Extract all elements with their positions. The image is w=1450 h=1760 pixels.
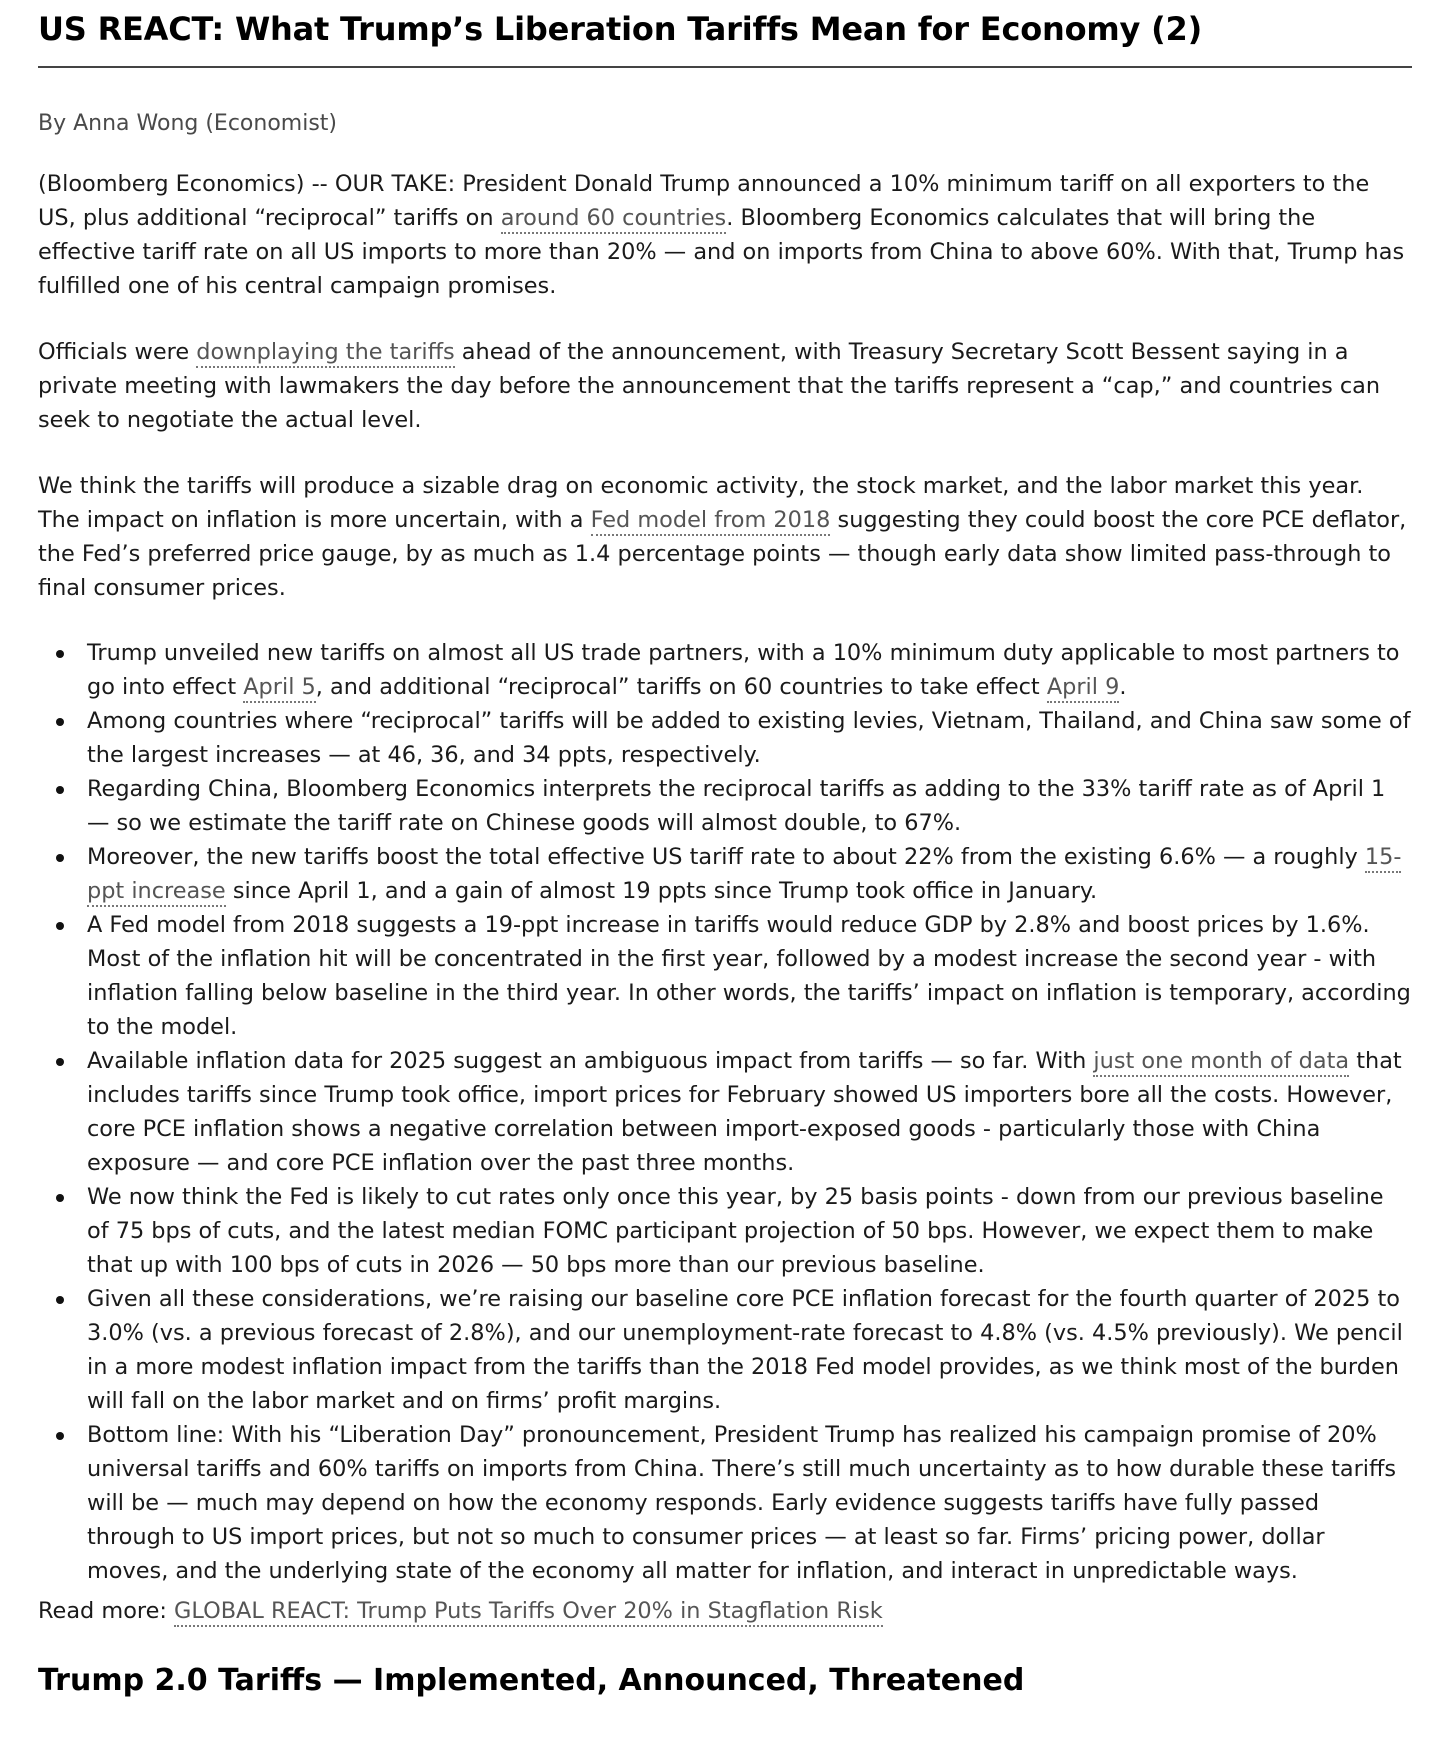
paragraph-text: Officials were <box>38 339 197 365</box>
link-downplaying-the-tariffs[interactable]: downplaying the tariffs <box>196 339 454 368</box>
link-around-60-countries[interactable]: around 60 countries <box>501 205 727 234</box>
bullet-icon <box>56 1194 64 1202</box>
list-item <box>38 1418 1412 1588</box>
link-15-ppt-increase[interactable]: 15-ppt increase <box>87 844 1401 907</box>
bullet-text: Moreover, the new tariffs boost the total effective US tariff rate to about 22% from the existing 6.6% — a roughly <box>87 844 1365 870</box>
read-more <box>38 1594 1412 1628</box>
bullet-text: . <box>1119 674 1127 700</box>
list-item <box>38 636 1412 704</box>
list-item <box>38 704 1412 772</box>
bullet-icon <box>56 1432 64 1440</box>
section-title: Trump 2.0 Tariffs — Implemented, Announced, Threatened <box>38 1663 1025 1698</box>
list-item <box>38 1180 1412 1282</box>
link-fed-model-2018[interactable]: Fed model from 2018 <box>591 507 831 536</box>
paragraph-text: ahead of the announcement, with Treasury Secretary Scott Bessent saying in a private meeting with lawmakers the day before the announcement that the tariffs represent a “cap,” and countries can seek to negotiate the actual level. <box>38 339 1381 433</box>
paragraph-our-take <box>38 167 1412 303</box>
bullet-icon <box>56 1058 64 1066</box>
bullet-icon <box>56 1296 64 1304</box>
link-april-9[interactable]: April 9 <box>1047 674 1120 703</box>
bullet-text: Bottom line: With his “Liberation Day” pronouncement, President Trump has realized his campaign promise of 20% universal tariffs and 60% tariffs on imports from China. There’s still much uncertainty as to how durable these tariffs will be — much may depend on how the economy responds. Early evidence suggests tariffs have fully passed through to US import prices, but not so much to consumer prices — at least so far. Firms’ pricing power, dollar moves, and the underlying state of the economy all matter for inflation, and interact in unpredictable ways. <box>87 1422 1397 1584</box>
bullet-icon <box>56 718 64 726</box>
bullet-icon <box>56 786 64 794</box>
paragraph-text: suggesting they could boost the core PCE deflator, the Fed’s preferred price gauge, by as much as 1.4 percentage points — though early data show limited pass-through to final consumer prices. <box>38 507 1407 601</box>
paragraph-text: . Bloomberg Economics calculates that will bring the effective tariff rate on all US imports to more than 20% — and on imports from China to above 60%. With that, Trump has fulfilled one of his central campaign promises. <box>38 205 1405 299</box>
bullet-icon <box>56 650 64 658</box>
bullet-text: Trump unveiled new tariffs on almost all US trade partners, with a 10% minimum duty applicable to most partners to go into effect <box>87 640 1400 700</box>
bullet-text: We now think the Fed is likely to cut rates only once this year, by 25 basis points - down from our previous baseline of 75 bps of cuts, and the latest median FOMC participant projection of 50 bps. However, we expect them to make that up with 100 bps of cuts in 2026 — 50 bps more than our previous baseline. <box>87 1184 1384 1278</box>
bullet-text: Regarding China, Bloomberg Economics interprets the reciprocal tariffs as adding to the 33% tariff rate as of April 1 — so we estimate the tariff rate on Chinese goods will almost double, to 67%. <box>87 776 1386 836</box>
read-more-label: Read more: <box>38 1598 175 1624</box>
bullet-text: since April 1, and a gain of almost 19 ppts since Trump took office in January. <box>225 878 1098 904</box>
bullet-icon <box>56 854 64 862</box>
paragraph-text: (Bloomberg Economics) -- OUR TAKE: President Donald Trump announced a 10% minimum tariff on all exporters to the US, plus additional “reciprocal” tariffs on <box>38 171 1370 231</box>
list-item <box>38 1044 1412 1180</box>
bullet-text: A Fed model from 2018 suggests a 19-ppt increase in tariffs would reduce GDP by 2.8% and boost prices by 1.6%. Most of the inflation hit will be concentrated in the first year, followed by a modest increase the second year - with inflation falling below baseline in the third year. In other words, the tariffs’ impact on inflation is temporary, according to the model. <box>87 912 1411 1040</box>
byline: By Anna Wong (Economist) <box>38 111 337 136</box>
paragraph-text: We think the tariffs will produce a sizable drag on economic activity, the stock market, and the labor market this year. The impact on inflation is more uncertain, with a <box>38 473 1364 533</box>
link-just-one-month-of-data[interactable]: just one month of data <box>1093 1048 1349 1077</box>
list-item <box>38 772 1412 840</box>
list-item <box>38 1282 1412 1418</box>
bullet-text: that includes tariffs since Trump took office, import prices for February showed US importers bore all the costs. However, core PCE inflation shows a negative correlation between import-exposed goods - particularly those with China exposure — and core PCE inflation over the past three months. <box>87 1048 1402 1176</box>
bullet-icon <box>56 922 64 930</box>
paragraph-impact <box>38 469 1412 605</box>
list-item <box>38 840 1412 908</box>
headline-divider <box>38 66 1412 68</box>
link-global-react[interactable]: GLOBAL REACT: Trump Puts Tariffs Over 20% in Stagflation Risk <box>174 1598 883 1627</box>
list-item <box>38 908 1412 1044</box>
key-points-list <box>38 636 1412 1588</box>
link-april-5[interactable]: April 5 <box>243 674 316 703</box>
article-headline: US REACT: What Trump’s Liberation Tariffs Mean for Economy (2) <box>38 10 1203 48</box>
bullet-text: , and additional “reciprocal” tariffs on 60 countries to take effect <box>315 674 1047 700</box>
paragraph-officials <box>38 335 1412 437</box>
bullet-text: Available inflation data for 2025 suggest an ambiguous impact from tariffs — so far. With <box>87 1048 1094 1074</box>
bullet-text: Given all these considerations, we’re raising our baseline core PCE inflation forecast for the fourth quarter of 2025 to 3.0% (vs. a previous forecast of 2.8%), and our unemployment-rate forecast to 4.8% (vs. 4.5% previously). We pencil in a more modest inflation impact from the tariffs than the 2018 Fed model provides, as we think most of the burden will fall on the labor market and on firms’ profit margins. <box>87 1286 1403 1414</box>
bullet-text: Among countries where “reciprocal” tariffs will be added to existing levies, Vietnam, Thailand, and China saw some of the largest increases — at 46, 36, and 34 ppts, respectively. <box>87 708 1411 768</box>
